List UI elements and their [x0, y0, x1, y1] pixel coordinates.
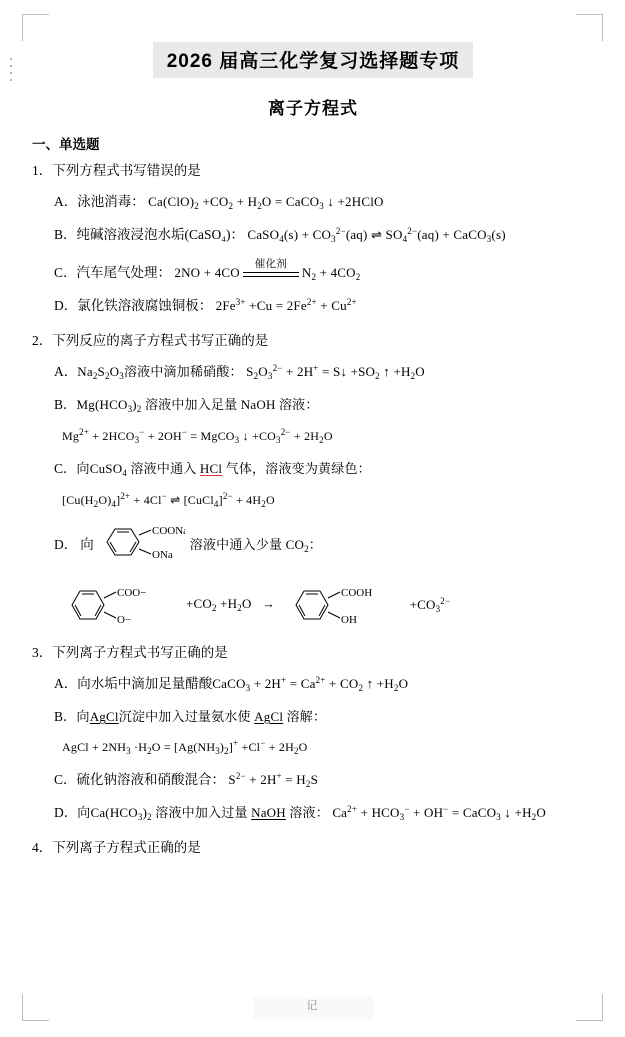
- reaction-structure-row: [62, 579, 598, 631]
- page-title: [28, 42, 598, 78]
- question-number: 3．: [32, 644, 53, 660]
- option-label: A．: [54, 194, 78, 210]
- svg-text:COONa: COONa: [151, 525, 185, 538]
- option-row: [54, 395, 598, 417]
- option-label: D．: [54, 537, 78, 553]
- equation-line: [62, 490, 598, 512]
- option-text: 泳池消毒：: [77, 194, 145, 210]
- option-label: B．: [54, 397, 77, 413]
- option-label: A．: [54, 364, 78, 380]
- option-text: 向: [80, 537, 94, 553]
- option-equation: CaSO$_4$(s) + $CO_3^{2-}(aq)$ ⇌ $SO_4^{2-}(aq)$ + CaCO$_3$(s): [247, 226, 506, 245]
- option-equation: $Ca(ClO)_2 +CO_2 + H_2O$ = CaCO$_3$ ↓ +2HClO: [148, 194, 384, 212]
- option-text: 汽车尾气处理：: [76, 265, 172, 281]
- question-text: 下列离子方程式书写正确的是: [52, 644, 228, 660]
- option-equation: $[Cu(H_2O)_4]^{2+} + 4Cl^-$ ⇌ [CuCl$_4$]$^{2-}$ + $4H_2O$: [62, 490, 275, 509]
- svg-text:O−: O−: [117, 613, 132, 626]
- option-equation: $S_2O_3^{2-} + 2H^+$ = S↓ $+SO_2$ ↑ $+H_2O$: [246, 363, 425, 382]
- option-text: 向水垢中滴加足量醋酸: [77, 676, 213, 692]
- option-row: [54, 258, 598, 285]
- catalyst-arrow: [243, 258, 299, 275]
- option-text: 氯化铁溶液腐蚀铜板：: [77, 298, 213, 314]
- option-text: 向CuSO$_4$ 溶液中通入 HCl 气体，溶液变为黄绿色：: [76, 460, 371, 478]
- option-row: [54, 192, 598, 214]
- option-label: C．: [54, 265, 77, 281]
- equation-line: [62, 426, 598, 448]
- reaction-products: $+CO_3^{2-}$: [409, 595, 451, 614]
- salicylic-acid-structure: [286, 579, 406, 631]
- option-label: D．: [54, 804, 78, 820]
- option-equation: $S^{2-} + 2H^+ = H_2S$: [228, 770, 318, 789]
- svg-text:COO−: COO−: [117, 586, 147, 599]
- svg-text:COOH: COOH: [340, 586, 372, 599]
- salicylate-anion-structure: [62, 579, 182, 631]
- option-text: 向$Ca(HCO_3)_2$ 溶液中加入过量 NaOH 溶液：: [77, 804, 329, 822]
- question-text: 下列方程式书写错误的是: [52, 163, 201, 178]
- option-row: [54, 803, 598, 825]
- option-equation: AgCl + $2NH_3 \cdot H_2O = [Ag(NH_3)_2]^+ +Cl^- + 2H_2O$: [62, 738, 308, 757]
- option-label: C．: [54, 460, 77, 476]
- option-label: C．: [54, 771, 77, 787]
- question-number: 1．: [32, 163, 53, 178]
- question-stem: [32, 643, 598, 663]
- crop-mark-bottom-left: [22, 994, 49, 1021]
- question-number: 4．: [32, 840, 53, 856]
- benzene-ring-structure: [99, 522, 185, 569]
- question-stem: [32, 838, 598, 858]
- option-label: A．: [54, 676, 78, 692]
- option-row: [54, 522, 598, 569]
- option-text: 向AgCl沉淀中加入过量氨水使 AgCl 溶解：: [76, 709, 327, 725]
- option-row: [54, 459, 598, 481]
- question-text: 下列离子方程式正确的是: [52, 840, 201, 856]
- option-text: $Na_2S_2O_3$溶液中滴加稀硝酸：: [77, 364, 243, 382]
- reaction-arrow-icon: →: [262, 597, 275, 612]
- crop-mark-bottom-right: [576, 994, 603, 1021]
- option-label: D．: [54, 298, 78, 314]
- option-equation: CaCO$_3$ + $2H^+ = Ca^{2+} + CO_2$ ↑ $+H_2O$: [212, 675, 409, 694]
- option-equation: $2Fe^{3+} +Cu = 2Fe^{2+} + Cu^{2+}$: [215, 297, 357, 314]
- option-row: [54, 674, 598, 696]
- option-equation: $Ca^{2+} + HCO_3^- + OH^-$ = CaCO$_3$ ↓ $+H_2O$: [332, 803, 546, 822]
- question-text: 下列反应的离子方程式书写正确的是: [52, 332, 269, 348]
- document-content: [28, 30, 598, 861]
- option-text-tail: 溶液中通入少量 $CO_2$：: [189, 536, 322, 554]
- option-row: [54, 770, 598, 792]
- option-row: [54, 225, 598, 247]
- catalyst-label: 催化剂: [254, 258, 287, 270]
- option-label: B．: [54, 227, 77, 243]
- option-text: 纯碱溶液浸泡水垢(CaSO₄)：: [76, 227, 244, 243]
- option-row: [54, 362, 598, 384]
- reaction-reagents: $+CO_2 +H_2O$: [186, 596, 252, 614]
- side-dot-marks: [10, 58, 12, 81]
- svg-text:ONa: ONa: [151, 549, 173, 562]
- question-stem: [32, 161, 598, 181]
- equation-line: [62, 737, 598, 759]
- section-heading: 一、单选题: [32, 137, 100, 152]
- option-row: [54, 296, 598, 317]
- page-title-text: 2026 届高三化学复习选择题专项: [153, 42, 474, 78]
- footer-text: 记: [306, 1000, 319, 1012]
- svg-text:OH: OH: [340, 613, 357, 626]
- option-equation: $Mg^{2+} + 2HCO_3^- + 2OH^-$ = MgCO$_3$ ↓ $+CO_3^{2-} + 2H_2O$: [62, 427, 333, 446]
- question-number: 2．: [32, 332, 53, 348]
- option-equation: 2NO + 4CO 催化剂 $N_2 + 4CO_2$: [174, 258, 361, 283]
- question-stem: [32, 331, 598, 351]
- option-text: $Mg(HCO_3)_2$ 溶液中加入足量 NaOH 溶液：: [76, 397, 319, 415]
- page-subtitle: 离子方程式: [268, 99, 358, 118]
- option-text: 硫化钠溶液和硝酸混合：: [76, 771, 226, 787]
- option-row: [54, 707, 598, 728]
- option-label: B．: [54, 709, 77, 725]
